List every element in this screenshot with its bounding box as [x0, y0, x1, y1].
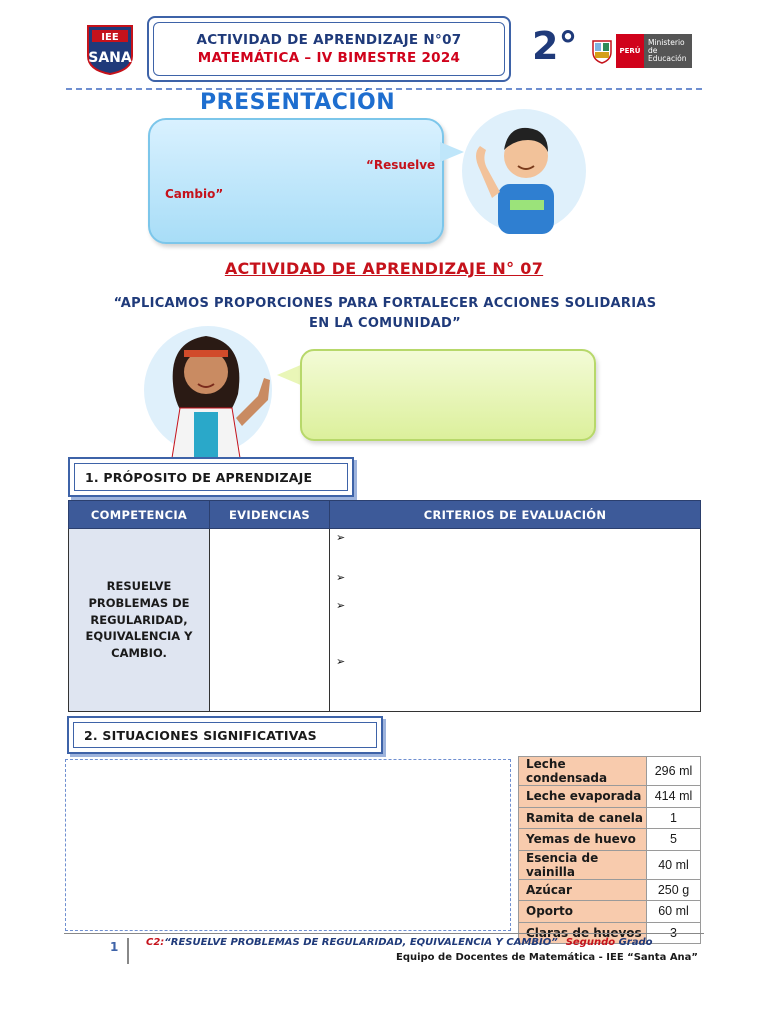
section-purpose-header: 1. PRÓPOSITO DE APRENDIZAJE — [68, 457, 354, 497]
peru-shield-icon — [588, 34, 616, 68]
boy-illustration — [458, 106, 590, 236]
col-competencia: COMPETENCIA — [69, 501, 210, 529]
footer-competency: C2:“RESUELVE PROBLEMAS DE REGULARIDAD, EQUIVALENCIA Y CAMBIO” Segundo Grado — [146, 937, 653, 948]
bullet-arrow-icon: ➢ — [336, 599, 346, 612]
ingredient-row — [519, 786, 701, 808]
col-evidencias: EVIDENCIAS — [210, 501, 330, 529]
speech-bubble-green — [300, 349, 596, 441]
ingredient-name: Ramita de canela — [519, 807, 647, 829]
ingredient-row — [519, 901, 701, 923]
ingredient-qty: 60 ml — [647, 901, 701, 923]
ingredient-row — [519, 829, 701, 851]
ingredient-qty: 5 — [647, 829, 701, 851]
ingredient-qty: 250 g — [647, 879, 701, 901]
ingredient-qty: 1 — [647, 807, 701, 829]
col-criterios: CRITERIOS DE EVALUACIÓN — [330, 501, 701, 529]
ingredient-name: Leche condensada — [519, 757, 647, 786]
ingredients-table — [518, 756, 701, 944]
ingredient-qty: 40 ml — [647, 850, 701, 879]
situation-text-box — [65, 759, 511, 931]
activity-title-box — [147, 16, 511, 82]
ingredient-qty: 3 — [647, 922, 701, 944]
bullet-arrow-icon: ➢ — [336, 571, 346, 584]
ingredient-row — [519, 850, 701, 879]
ministry-logo: PERÚ Ministerio de Educación — [588, 34, 692, 68]
ingredient-row — [519, 757, 701, 786]
page-number: 1 — [110, 940, 119, 954]
activity-number-title: ACTIVIDAD DE APRENDIZAJE N°07 — [196, 32, 462, 48]
purpose-table — [68, 500, 701, 712]
subject-bimester-title: MATEMÁTICA – IV BIMESTRE 2024 — [197, 50, 461, 66]
ingredient-row — [519, 879, 701, 901]
presentation-heading: PRESENTACIÓN — [200, 90, 396, 115]
bullet-arrow-icon: ➢ — [336, 655, 346, 668]
bubble-text-cambio: Cambio” — [165, 187, 224, 201]
bullet-arrow-icon: ➢ — [336, 531, 346, 544]
criterios-cell — [330, 529, 701, 712]
competencia-cell: RESUELVE PROBLEMAS DE REGULARIDAD, EQUIVALENCIA Y CAMBIO. — [69, 529, 210, 712]
girl-illustration — [136, 322, 278, 458]
activity-title: ACTIVIDAD DE APRENDIZAJE N° 07 — [224, 259, 544, 278]
school-logo — [82, 22, 138, 76]
ingredient-name: Esencia de vainilla — [519, 850, 647, 879]
svg-text:SANA: SANA — [88, 50, 132, 66]
ingredient-qty: 414 ml — [647, 786, 701, 808]
grade-label: 2° — [532, 24, 578, 68]
ingredient-name: Leche evaporada — [519, 786, 647, 808]
ingredient-name: Azúcar — [519, 879, 647, 901]
footer-team: Equipo de Docentes de Matemática - IEE “Santa Ana” — [395, 952, 698, 963]
page-number-bar — [127, 938, 129, 964]
ingredient-row — [519, 807, 701, 829]
ingredient-name: Oporto — [519, 901, 647, 923]
activity-subtitle: “APLICAMOS PROPORCIONES PARA FORTALECER ACCIONES SOLIDARIAS EN LA COMUNIDAD” — [113, 296, 657, 331]
speech-bubble-blue — [148, 118, 444, 244]
bubble-text-resuelve: “Resuelve — [366, 158, 436, 172]
ingredient-qty: 296 ml — [647, 757, 701, 786]
svg-text:IEE: IEE — [101, 32, 119, 43]
section-situations-header: 2. SITUACIONES SIGNIFICATIVAS — [67, 716, 383, 754]
ingredient-name: Yemas de huevo — [519, 829, 647, 851]
ingredient-name: Claras de huevos — [519, 922, 647, 944]
evidencias-cell — [210, 529, 330, 712]
footer-divider — [64, 933, 704, 934]
